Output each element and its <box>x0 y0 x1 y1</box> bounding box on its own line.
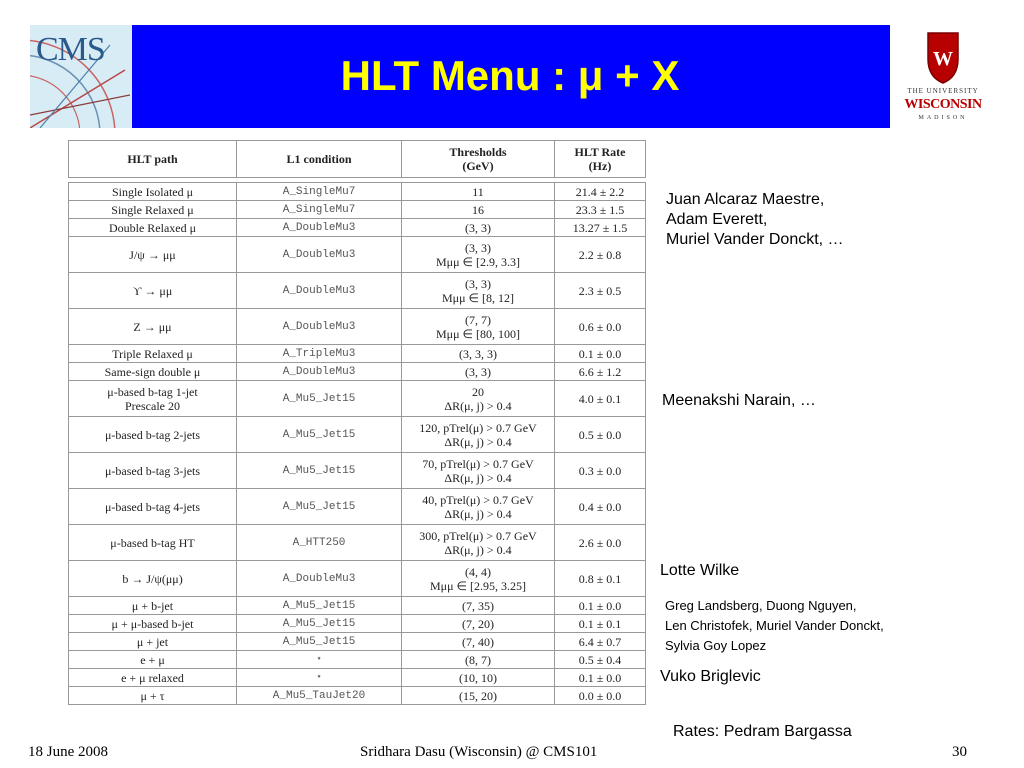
table-row <box>69 687 646 705</box>
cell-threshold: (8, 7) <box>402 651 555 669</box>
cell-hlt-path: μ + b-jet <box>69 597 237 615</box>
cell-threshold: (7, 20) <box>402 615 555 633</box>
footer-date: 18 June 2008 <box>28 744 108 760</box>
footer-presenter: Sridhara Dasu (Wisconsin) @ CMS101 <box>360 744 598 760</box>
cell-threshold: 16 <box>402 201 555 219</box>
cell-threshold: (3, 3) <box>402 219 555 237</box>
cell-l1-condition: A_DoubleMu3 <box>237 237 402 273</box>
table-row <box>69 345 646 363</box>
cell-threshold: (7, 35) <box>402 597 555 615</box>
table-row <box>69 219 646 237</box>
cell-l1-condition: A_DoubleMu3 <box>237 363 402 381</box>
authors-muon-jet-group: Greg Landsberg, Duong Nguyen, Len Christofek, Muriel Vander Donckt, Sylvia Goy Lopez <box>665 598 884 653</box>
table-row <box>69 273 646 309</box>
svg-text:W: W <box>933 48 953 70</box>
cell-hlt-path: Single Relaxed μ <box>69 201 237 219</box>
footer-page-number: 30 <box>952 744 967 760</box>
cell-l1-condition: A_SingleMu7 <box>237 183 402 201</box>
cell-hlt-path: μ-based b-tag 4-jets <box>69 489 237 525</box>
cell-hlt-path: μ + τ <box>69 687 237 705</box>
cell-rate: 0.6 ± 0.0 <box>555 309 646 345</box>
cell-l1-condition: ⋆ <box>237 651 402 669</box>
cell-rate: 0.5 ± 0.0 <box>555 417 646 453</box>
cell-threshold: (4, 4) Mμμ ∈ [2.95, 3.25] <box>402 561 555 597</box>
table-row <box>69 669 646 687</box>
cell-hlt-path: J/ψ → μμ <box>69 237 237 273</box>
cell-rate: 2.3 ± 0.5 <box>555 273 646 309</box>
cell-hlt-path: μ-based b-tag 3-jets <box>69 453 237 489</box>
cell-rate: 0.0 ± 0.0 <box>555 687 646 705</box>
cell-rate: 4.0 ± 0.1 <box>555 381 646 417</box>
authors-muon-group: Juan Alcaraz Maestre, Adam Everett, Muriel Vander Donckt, … <box>666 191 844 248</box>
cell-rate: 0.1 ± 0.0 <box>555 597 646 615</box>
cell-rate: 6.6 ± 1.2 <box>555 363 646 381</box>
wisconsin-logo <box>890 25 996 128</box>
cell-rate: 0.5 ± 0.4 <box>555 651 646 669</box>
cell-threshold: (7, 7) Mμμ ∈ [80, 100] <box>402 309 555 345</box>
cell-l1-condition: A_DoubleMu3 <box>237 273 402 309</box>
cell-l1-condition: A_DoubleMu3 <box>237 561 402 597</box>
authors-tau: Vuko Briglevic <box>660 668 761 685</box>
cell-hlt-path: ϒ → μμ <box>69 273 237 309</box>
cell-hlt-path: Single Isolated μ <box>69 183 237 201</box>
cell-l1-condition: A_Mu5_Jet15 <box>237 597 402 615</box>
cell-threshold: (3, 3) <box>402 363 555 381</box>
header-hlt-path: HLT path <box>69 141 237 178</box>
table-header-row <box>69 141 646 178</box>
table-body <box>69 178 646 705</box>
table-row <box>69 561 646 597</box>
table-row <box>69 309 646 345</box>
cell-l1-condition: A_Mu5_Jet15 <box>237 489 402 525</box>
header-thresholds: Thresholds (GeV) <box>402 141 555 178</box>
cell-threshold: (3, 3) Mμμ ∈ [2.9, 3.3] <box>402 237 555 273</box>
table-row <box>69 651 646 669</box>
cms-logo <box>30 25 132 128</box>
header-hlt-rate: HLT Rate (Hz) <box>555 141 646 178</box>
cell-threshold: (7, 40) <box>402 633 555 651</box>
cell-l1-condition: ⋆ <box>237 669 402 687</box>
cell-hlt-path: Double Relaxed μ <box>69 219 237 237</box>
university-city: MADISON <box>918 115 968 121</box>
table-row <box>69 615 646 633</box>
cell-threshold: 120, pTrel(μ) > 0.7 GeV ΔR(μ, j) > 0.4 <box>402 417 555 453</box>
cell-threshold: 20 ΔR(μ, j) > 0.4 <box>402 381 555 417</box>
cell-rate: 0.1 ± 0.0 <box>555 669 646 687</box>
cell-hlt-path: μ + jet <box>69 633 237 651</box>
table-row <box>69 453 646 489</box>
cell-hlt-path: e + μ relaxed <box>69 669 237 687</box>
cell-rate: 13.27 ± 1.5 <box>555 219 646 237</box>
cell-l1-condition: A_Mu5_Jet15 <box>237 633 402 651</box>
cell-l1-condition: A_SingleMu7 <box>237 201 402 219</box>
header-l1-condition: L1 condition <box>237 141 402 178</box>
cell-hlt-path: Z → μμ <box>69 309 237 345</box>
table-row <box>69 363 646 381</box>
cell-hlt-path: μ-based b-tag 2-jets <box>69 417 237 453</box>
cell-rate: 0.8 ± 0.1 <box>555 561 646 597</box>
table-row <box>69 201 646 219</box>
cell-l1-condition: A_Mu5_Jet15 <box>237 615 402 633</box>
page-title: HLT Menu : μ + X <box>340 52 680 99</box>
crest-icon <box>890 25 996 87</box>
cell-hlt-path: μ-based b-tag HT <box>69 525 237 561</box>
cell-threshold: 40, pTrel(μ) > 0.7 GeV ΔR(μ, j) > 0.4 <box>402 489 555 525</box>
authors-bjpsi: Lotte Wilke <box>660 562 740 579</box>
cell-hlt-path: μ-based b-tag 1-jet Prescale 20 <box>69 381 237 417</box>
cell-threshold: (15, 20) <box>402 687 555 705</box>
cell-l1-condition: A_DoubleMu3 <box>237 219 402 237</box>
authors-btag-group: Meenakshi Narain, … <box>662 392 816 409</box>
cell-threshold: (3, 3) Mμμ ∈ [8, 12] <box>402 273 555 309</box>
table-row <box>69 237 646 273</box>
cell-threshold: 11 <box>402 183 555 201</box>
table-row <box>69 597 646 615</box>
cell-hlt-path: Same-sign double μ <box>69 363 237 381</box>
table-row <box>69 183 646 201</box>
cell-hlt-path: μ + μ-based b-jet <box>69 615 237 633</box>
table-row <box>69 489 646 525</box>
cell-l1-condition: A_TripleMu3 <box>237 345 402 363</box>
hlt-menu-table <box>68 140 646 705</box>
cell-hlt-path: Triple Relaxed μ <box>69 345 237 363</box>
cell-l1-condition: A_Mu5_Jet15 <box>237 381 402 417</box>
cell-rate: 0.3 ± 0.0 <box>555 453 646 489</box>
rates-credit: Rates: Pedram Bargassa <box>673 723 852 740</box>
cell-rate: 21.4 ± 2.2 <box>555 183 646 201</box>
cell-rate: 6.4 ± 0.7 <box>555 633 646 651</box>
cell-threshold: (3, 3, 3) <box>402 345 555 363</box>
university-name: WISCONSIN <box>904 97 982 112</box>
table-row <box>69 381 646 417</box>
cell-hlt-path: b → J/ψ(μμ) <box>69 561 237 597</box>
table-row <box>69 417 646 453</box>
cell-rate: 0.4 ± 0.0 <box>555 489 646 525</box>
cell-rate: 2.6 ± 0.0 <box>555 525 646 561</box>
cell-l1-condition: A_DoubleMu3 <box>237 309 402 345</box>
table-row <box>69 525 646 561</box>
cell-l1-condition: A_Mu5_Jet15 <box>237 417 402 453</box>
cell-threshold: 70, pTrel(μ) > 0.7 GeV ΔR(μ, j) > 0.4 <box>402 453 555 489</box>
cell-l1-condition: A_HTT250 <box>237 525 402 561</box>
cell-threshold: 300, pTrel(μ) > 0.7 GeV ΔR(μ, j) > 0.4 <box>402 525 555 561</box>
cell-rate: 0.1 ± 0.0 <box>555 345 646 363</box>
cms-logo-text: CMS <box>36 31 105 68</box>
university-line: THE UNIVERSITY <box>907 87 979 95</box>
cell-l1-condition: A_Mu5_Jet15 <box>237 453 402 489</box>
cell-rate: 2.2 ± 0.8 <box>555 237 646 273</box>
table-row <box>69 633 646 651</box>
cell-l1-condition: A_Mu5_TauJet20 <box>237 687 402 705</box>
cell-rate: 0.1 ± 0.1 <box>555 615 646 633</box>
cell-rate: 23.3 ± 1.5 <box>555 201 646 219</box>
cell-threshold: (10, 10) <box>402 669 555 687</box>
cell-hlt-path: e + μ <box>69 651 237 669</box>
